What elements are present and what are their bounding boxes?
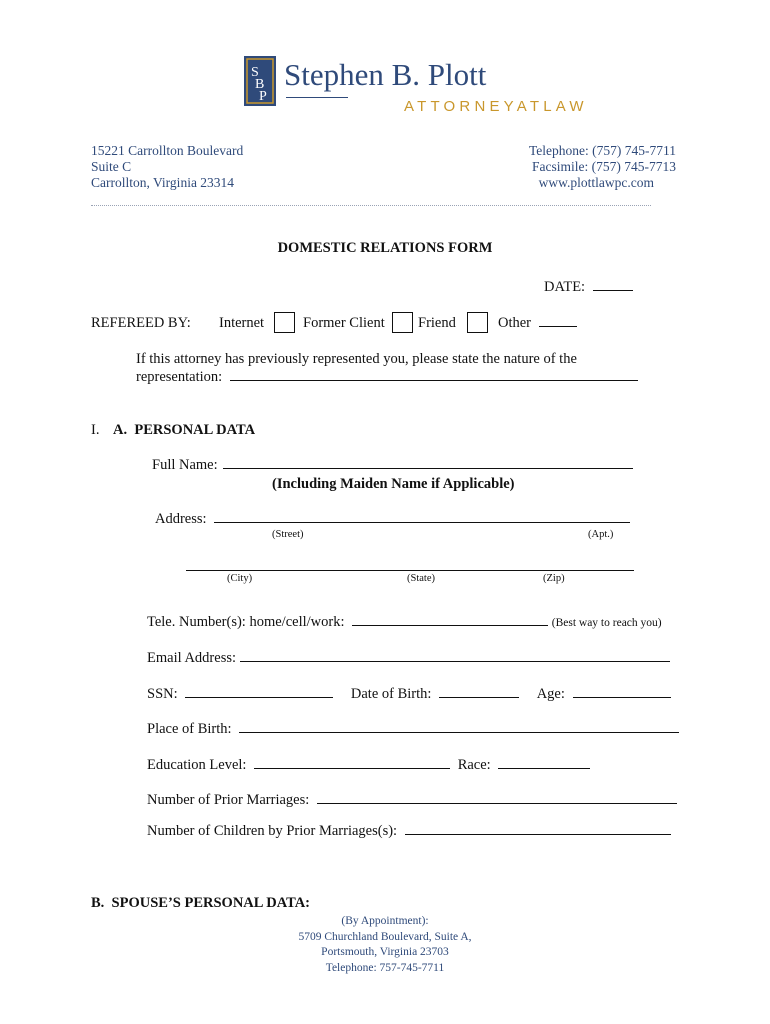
tele-note: (Best way to reach you)	[551, 617, 662, 629]
ssn-field[interactable]	[185, 696, 333, 698]
full-name-row	[152, 457, 633, 474]
email-label: Email Address:	[147, 650, 237, 666]
maiden-name-note: (Including Maiden Name if Applicable)	[272, 476, 515, 492]
firm-tagline: ATTORNEYATLAW	[404, 98, 588, 115]
letterhead-divider	[91, 205, 651, 206]
footer-line: Portsmouth, Virginia 23703	[321, 946, 449, 958]
address-line: Carrollton, Virginia 23314	[91, 175, 235, 190]
former-client-checkbox[interactable]	[392, 312, 413, 333]
svg-text:S: S	[251, 65, 259, 80]
representation-label: representation:	[136, 369, 223, 385]
email-row	[147, 650, 670, 667]
children-row	[147, 823, 671, 840]
form-title: DOMESTIC RELATIONS FORM	[277, 240, 493, 256]
footer-address	[0, 914, 770, 976]
email-field[interactable]	[240, 660, 670, 662]
age-field[interactable]	[573, 696, 671, 698]
svg-text:P: P	[259, 89, 267, 104]
prior-marriages-row	[147, 792, 677, 809]
pob-field[interactable]	[239, 731, 679, 733]
address-row	[155, 511, 630, 528]
date-label: DATE:	[544, 279, 586, 295]
prior-marriages-field[interactable]	[317, 802, 677, 804]
date-field[interactable]	[593, 289, 633, 291]
option-former-client-label: Former Client	[303, 315, 385, 331]
education-label: Education Level:	[147, 757, 247, 773]
pob-label: Place of Birth:	[147, 721, 232, 737]
address-label: Address:	[155, 511, 207, 527]
option-internet-label: Internet	[219, 315, 265, 331]
date-row	[544, 279, 633, 296]
full-name-field[interactable]	[223, 467, 633, 469]
facsimile: Facsimile: (757) 745-7713	[532, 159, 676, 174]
friend-checkbox[interactable]	[467, 312, 488, 333]
telephone-row	[147, 614, 662, 631]
option-friend-label: Friend	[418, 315, 456, 331]
referred-by-label: REFEREED BY:	[91, 315, 191, 331]
footer-line: (By Appointment):	[341, 915, 429, 927]
firm-contact	[500, 143, 676, 191]
tele-label: Tele. Number(s): home/cell/work:	[147, 614, 345, 630]
race-label: Race:	[457, 757, 491, 773]
firm-name: Stephen B. Plott	[284, 57, 487, 92]
education-race-row	[147, 757, 590, 774]
address-line: 15221 Carrollton Boulevard	[91, 143, 244, 158]
previous-rep-line2	[136, 369, 638, 386]
prior-marriages-label: Number of Prior Marriages:	[147, 792, 310, 808]
other-label: Other	[498, 315, 532, 331]
children-label: Number of Children by Prior Marriages(s):	[147, 823, 398, 839]
dob-field[interactable]	[439, 696, 519, 698]
apt-caption: (Apt.)	[588, 529, 614, 540]
footer-line: Telephone: 757-745-7711	[325, 961, 445, 974]
section-roman: I.	[91, 422, 100, 438]
street-caption: (Street)	[272, 529, 304, 540]
section-a-heading: A. PERSONAL DATA	[113, 422, 256, 438]
firm-address	[91, 143, 243, 191]
zip-caption: (Zip)	[543, 573, 565, 584]
firm-name-rule	[286, 97, 348, 98]
svg-text:B: B	[255, 77, 265, 92]
race-field[interactable]	[498, 767, 590, 769]
representation-field[interactable]	[230, 379, 638, 381]
ssn-label: SSN:	[147, 686, 178, 702]
ssn-dob-age-row	[147, 686, 671, 703]
telephone: Telephone: (757) 745-7711	[528, 143, 676, 158]
street-field[interactable]	[214, 521, 630, 523]
children-field[interactable]	[405, 833, 671, 835]
city-caption: (City)	[227, 573, 253, 584]
dob-label: Date of Birth:	[350, 686, 432, 702]
full-name-label: Full Name:	[152, 457, 218, 473]
website-link[interactable]: www.plottlawpc.com	[538, 175, 654, 190]
state-caption: (State)	[407, 573, 435, 584]
option-other-label	[498, 315, 577, 332]
internet-checkbox[interactable]	[274, 312, 295, 333]
age-label: Age:	[536, 686, 565, 702]
previous-rep-line1: If this attorney has previously represented you, please state the nature of the	[136, 351, 577, 367]
education-field[interactable]	[254, 767, 450, 769]
city-state-zip-field[interactable]	[186, 569, 634, 571]
place-of-birth-row	[147, 721, 679, 738]
address-line: Suite C	[91, 159, 132, 174]
sbp-monogram-icon	[244, 56, 276, 106]
other-field[interactable]	[539, 325, 577, 327]
firm-logo	[244, 56, 276, 106]
tele-field[interactable]	[352, 624, 548, 626]
footer-line: 5709 Churchland Boulevard, Suite A,	[298, 930, 472, 943]
section-b-heading: B. SPOUSE’S PERSONAL DATA:	[91, 895, 311, 911]
